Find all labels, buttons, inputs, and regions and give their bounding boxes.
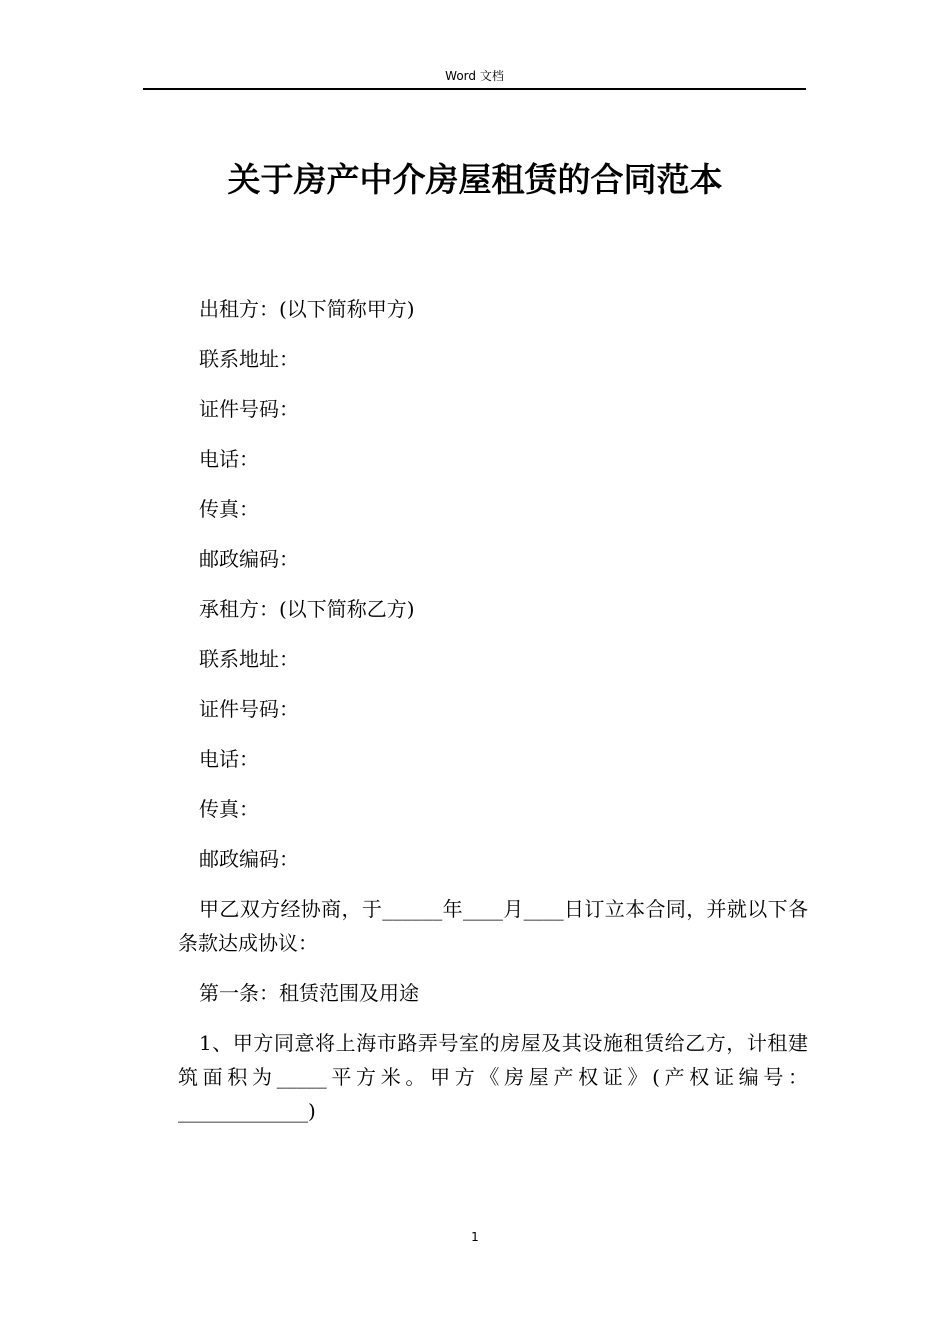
paragraph-lessor-id: 证件号码： bbox=[199, 397, 299, 421]
paragraph-lessor-postcode: 邮政编码： bbox=[199, 547, 299, 571]
paragraph-article-1-clause-1: 1、甲方同意将上海市路弄号室的房屋及其设施租赁给乙方，计租建筑面积为_____平方米。甲方《房屋产权证》(产权证编号：_____________) bbox=[178, 1031, 808, 1123]
paragraph-lessee-fax: 传真： bbox=[199, 797, 259, 821]
paragraph-article-1-heading: 第一条：租赁范围及用途 bbox=[199, 981, 419, 1005]
page-number: 1 bbox=[471, 1230, 479, 1244]
document-body bbox=[178, 292, 808, 1144]
page-header bbox=[143, 66, 806, 90]
document-title: 关于房产中介房屋租赁的合同范本 bbox=[227, 160, 723, 199]
paragraph-lessee-phone: 电话： bbox=[199, 747, 259, 771]
paragraph-lessee-postcode: 邮政编码： bbox=[199, 847, 299, 871]
paragraph-lessor-fax: 传真： bbox=[199, 497, 259, 521]
paragraph-agreement: 甲乙双方经协商，于______年____月____日订立本合同，并就以下各条款达成协议： bbox=[178, 897, 808, 955]
paragraph-lessee-id: 证件号码： bbox=[199, 697, 299, 721]
page-header-text: Word 文档 bbox=[445, 69, 504, 83]
paragraph-lessee: 承租方：(以下简称乙方) bbox=[199, 597, 415, 621]
paragraph-lessor-phone: 电话： bbox=[199, 447, 259, 471]
paragraph-lessee-address: 联系地址： bbox=[199, 647, 299, 671]
paragraph-lessor-address: 联系地址： bbox=[199, 347, 299, 371]
paragraph-lessor: 出租方：(以下简称甲方) bbox=[199, 297, 415, 321]
